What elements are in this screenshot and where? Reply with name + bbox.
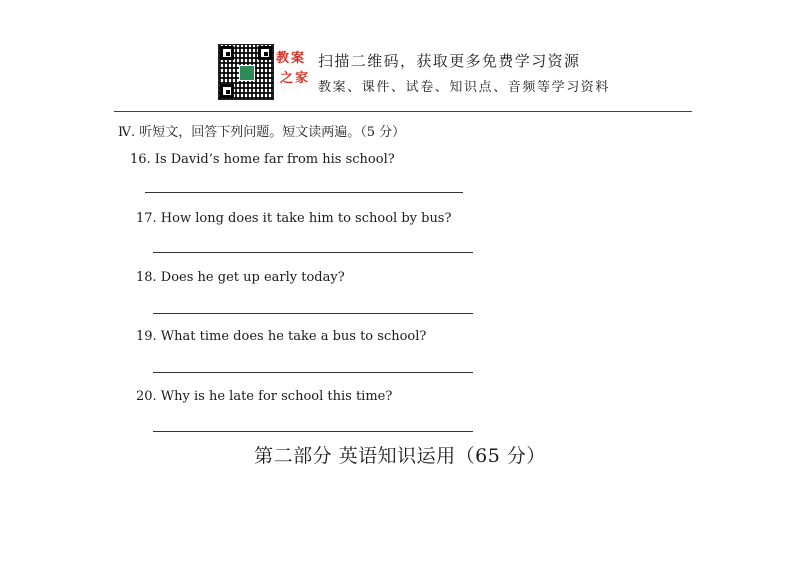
answer-line-20[interactable] — [153, 431, 473, 432]
header-divider — [114, 111, 692, 112]
brand-logo — [276, 50, 310, 94]
qr-logo-icon — [239, 65, 255, 81]
qr-finder-top-left — [220, 46, 234, 60]
question-18: 18. Does he get up early today? — [136, 270, 345, 285]
qr-finder-bottom-left — [220, 84, 234, 98]
question-16: 16. Is David’s home far from his school? — [130, 152, 395, 167]
brand-line-2: 之家 — [280, 71, 311, 86]
answer-line-17[interactable] — [153, 252, 473, 253]
part-two-heading: 第二部分 英语知识运用（65 分） — [254, 445, 546, 467]
question-17: 17. How long does it take him to school by bus? — [136, 211, 452, 226]
brand-line-1: 教案 — [276, 51, 307, 66]
page-header — [0, 0, 800, 110]
slogan-line-1: 扫描二维码，获取更多免费学习资源 — [318, 52, 581, 70]
section-title: Ⅳ. 听短文，回答下列问题。短文读两遍。（5 分） — [118, 125, 406, 140]
question-20: 20. Why is he late for school this time? — [136, 389, 393, 404]
qr-finder-top-right — [258, 46, 272, 60]
answer-line-16[interactable] — [145, 192, 463, 193]
qr-code-icon — [218, 44, 274, 100]
question-19: 19. What time does he take a bus to school? — [136, 329, 427, 344]
answer-line-18[interactable] — [153, 313, 473, 314]
answer-line-19[interactable] — [153, 372, 473, 373]
slogan-line-2: 教案、课件、试卷、知识点、音频等学习资料 — [318, 80, 611, 95]
